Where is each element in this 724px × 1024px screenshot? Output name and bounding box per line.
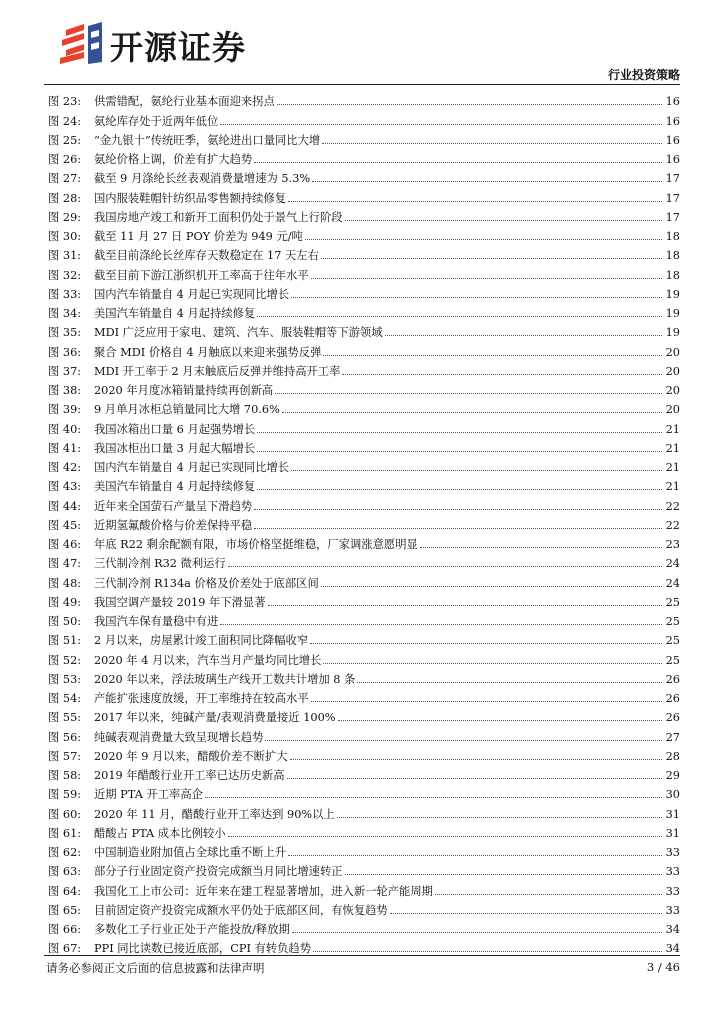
toc-page-number: 20 [665,403,680,417]
toc-figure-title: 氨纶价格上调，价差有扩大趋势 [94,153,253,166]
toc-figure-title: 三代制冷剂 R134a 价格及价差处于底部区间 [94,576,319,590]
toc-entry[interactable] [48,147,680,166]
toc-entry[interactable] [48,513,680,532]
footer-page-number: 3 / 46 [646,960,680,974]
toc-page-number: 22 [665,499,680,513]
toc-entry[interactable] [48,128,680,147]
toc-figure-title: 2020 年 4 月以来，汽车当月产量均同比增长 [94,653,322,667]
toc-figure-label: 图 32: [48,268,82,282]
toc-entry[interactable] [48,262,680,281]
toc-entry[interactable] [48,840,680,859]
toc-dot-leader [420,547,662,548]
toc-dot-leader [277,104,662,105]
toc-figure-label: 图 63: [48,865,82,879]
toc-figure-label: 图 47: [48,557,82,571]
toc-entry[interactable] [48,320,680,339]
toc-dot-leader [323,663,662,664]
toc-figure-label: 图 33: [48,287,82,301]
toc-page-number: 16 [665,153,680,166]
toc-figure-title: 截至 9 月涤纶长丝表观消费量增速为 5.3% [94,172,311,186]
toc-entry[interactable] [48,936,680,955]
toc-figure-label: 图 45: [48,518,82,532]
toc-dot-leader [338,720,663,721]
toc-page-number: 34 [665,923,680,936]
toc-figure-title: 2019 年醋酸行业开工率已达历史新高 [94,769,285,782]
toc-figure-label: 图 48: [48,576,82,590]
toc-page-number: 25 [665,595,680,609]
toc-dot-leader [282,412,662,413]
toc-dot-leader [337,817,662,818]
toc-page-number: 22 [665,518,680,532]
toc-figure-label: 图 44: [48,499,82,513]
toc-dot-leader [228,566,662,567]
toc-page-number: 29 [665,769,680,782]
toc-dot-leader [288,855,662,856]
toc-figure-label: 图 60: [48,807,82,821]
toc-entry[interactable] [48,89,680,108]
toc-figure-title: 近期氢氟酸价格与价差保持平稳 [94,518,253,532]
toc-dot-leader [322,143,662,144]
toc-page-number: 25 [665,653,680,667]
toc-entry[interactable] [48,474,680,493]
toc-page-number: 28 [665,749,680,763]
toc-dot-leader [257,316,662,317]
toc-entry[interactable] [48,570,680,589]
toc-dot-leader [254,528,662,529]
toc-entry[interactable] [48,185,680,204]
toc-entry[interactable] [48,436,680,455]
toc-figure-title: 近年来全国萤石产量呈下滑趋势 [94,499,253,513]
toc-figure-title: 多数化工子行业正处于产能投放/释放期 [94,923,290,936]
toc-dot-leader [257,432,662,433]
toc-figure-label: 图 34: [48,307,82,320]
toc-page-number: 24 [665,576,680,590]
toc-figure-label: 图 52: [48,653,82,667]
toc-entry[interactable] [48,647,680,666]
toc-page-number: 30 [665,788,680,802]
toc-dot-leader [345,874,662,875]
toc-entry[interactable] [48,359,680,378]
toc-entry[interactable] [48,782,680,801]
toc-page-number: 27 [665,730,680,744]
toc-dot-leader [323,355,662,356]
toc-figure-title: 我国冰柜出口量 3 月起大幅增长 [94,441,256,455]
toc-page-number: 18 [665,268,680,282]
toc-entry[interactable] [48,243,680,262]
toc-figure-label: 图 62: [48,846,82,859]
toc-figure-label: 图 28: [48,191,82,205]
toc-entry[interactable] [48,224,680,243]
toc-figure-title: MDI 广泛应用于家电、建筑、汽车、服装鞋帽等下游领域 [94,326,383,340]
toc-figure-label: 图 36: [48,345,82,359]
toc-entry[interactable] [48,455,680,474]
toc-dot-leader [220,124,662,125]
toc-figure-label: 图 46: [48,538,82,551]
toc-dot-leader [254,509,662,510]
toc-figure-label: 图 59: [48,788,82,802]
toc-entry[interactable] [48,878,680,897]
page-header [0,0,724,82]
toc-dot-leader [257,489,662,490]
toc-figure-label: 图 51: [48,634,82,648]
toc-dot-leader [435,894,662,895]
toc-figure-title: 近期 PTA 开工率高企 [94,788,203,802]
toc-page-number: 21 [665,480,680,494]
toc-figure-label: 图 54: [48,692,82,705]
toc-entry[interactable] [48,301,680,320]
toc-figure-title: 国内汽车销量自 4 月起已实现同比增长 [94,287,290,301]
toc-figure-title: 中国制造业附加值占全球比重不断上升 [94,846,287,859]
toc-figure-label: 图 39: [48,403,82,417]
toc-figure-title: 纯碱表观消费量大致呈现增长趋势 [94,730,264,744]
toc-figure-title: 聚合 MDI 价格自 4 月触底以来迎来强势反弹 [94,345,322,359]
toc-entry[interactable] [48,821,680,840]
toc-page-number: 19 [665,326,680,340]
toc-figure-label: 图 29: [48,210,82,224]
toc-dot-leader [311,278,662,279]
toc-dot-leader [321,586,662,587]
toc-figure-title: 美国汽车销量自 4 月起持续修复 [94,307,256,320]
toc-figure-label: 图 56: [48,730,82,744]
toc-dot-leader [275,393,662,394]
toc-page-number: 16 [665,95,680,109]
toc-figure-title: 截至 11 月 27 日 POY 价差为 949 元/吨 [94,230,303,243]
toc-figure-title: 年底 R22 剩余配额有限，市场价格坚挺维稳，厂家调涨意愿明显 [94,538,418,551]
toc-entry[interactable] [48,339,680,358]
toc-entry[interactable] [48,859,680,878]
toc-entry[interactable] [48,763,680,782]
toc-page-number: 24 [665,557,680,571]
toc-figure-label: 图 40: [48,422,82,436]
toc-figure-title: 目前固定资产投资完成额水平仍处于底部区间，有恢复趋势 [94,903,388,917]
toc-figure-title: 供需错配，氨纶行业基本面迎来拐点 [94,95,275,109]
toc-dot-leader [287,778,663,779]
toc-page-number: 25 [665,615,680,628]
toc-dot-leader [311,701,662,702]
toc-figure-title: 国内汽车销量自 4 月起已实现同比增长 [94,461,290,474]
toc-page-number: 17 [665,210,680,224]
toc-page-number: 21 [665,461,680,474]
toc-entry[interactable] [48,416,680,435]
toc-figure-label: 图 55: [48,711,82,725]
toc-dot-leader [291,470,662,471]
toc-entry[interactable] [48,628,680,647]
toc-page-number: 19 [665,287,680,301]
toc-figure-label: 图 65: [48,903,82,917]
brand-name: 开源证券 [110,28,246,67]
kaiyuan-logo-icon [58,22,104,64]
toc-figure-label: 图 43: [48,480,82,494]
footer-disclaimer: 请务必参阅正文后面的信息披露和法律声明 [46,961,265,975]
toc-dot-leader [291,297,662,298]
toc-figure-title: PPI 同比读数已接近底部，CPI 有转负趋势 [94,942,312,956]
toc-page-number: 18 [665,249,680,263]
toc-entry[interactable] [48,551,680,570]
toc-page-number: 26 [665,692,680,705]
toc-figure-title: 2020 年以来，浮法玻璃生产线开工数共计增加 8 条 [94,672,356,686]
toc-page-number: 17 [665,191,680,205]
toc-entry[interactable] [48,590,680,609]
toc-page-number: 31 [665,826,680,840]
toc-entry[interactable] [48,397,680,416]
toc-figure-label: 图 24: [48,114,82,128]
toc-dot-leader [292,932,662,933]
figure-index-list [48,89,680,955]
toc-dot-leader [313,951,662,952]
toc-dot-leader [342,374,662,375]
toc-figure-title: 2020 年月度冰箱销量持续再创新高 [94,384,274,397]
toc-figure-label: 图 42: [48,461,82,474]
report-section-tag: 行业投资策略 [607,68,680,82]
toc-dot-leader [385,335,662,336]
toc-page-number: 20 [665,384,680,397]
toc-dot-leader [310,643,662,644]
toc-figure-title: 2020 年 11 月，醋酸行业开工率达到 90%以上 [94,807,335,821]
toc-figure-title: 截至目前下游江浙织机开工率高于往年水平 [94,268,309,282]
toc-figure-title: 2020 年 9 月以来，醋酸价差不断扩大 [94,749,288,763]
toc-figure-label: 图 23: [48,95,82,109]
toc-page-number: 31 [665,807,680,821]
toc-figure-title: 我国化工上市公司：近年来在建工程显著增加，进入新一轮产能周期 [94,884,433,898]
toc-page-number: 21 [665,441,680,455]
toc-figure-label: 图 49: [48,595,82,609]
toc-figure-label: 图 67: [48,942,82,956]
toc-page-number: 17 [665,172,680,186]
toc-entry[interactable] [48,205,680,224]
toc-entry[interactable] [48,801,680,820]
toc-dot-leader [268,605,663,606]
toc-dot-leader [321,258,662,259]
toc-figure-title: 部分子行业固定资产投资完成额当月同比增速转正 [94,865,343,879]
toc-dot-leader [205,797,662,798]
toc-entry[interactable] [48,108,680,127]
toc-entry[interactable] [48,493,680,512]
toc-entry[interactable] [48,166,680,185]
toc-entry[interactable] [48,609,680,628]
toc-figure-label: 图 41: [48,441,82,455]
toc-dot-leader [265,740,662,741]
toc-dot-leader [288,201,662,202]
toc-page-number: 26 [665,711,680,725]
toc-figure-label: 图 27: [48,172,82,186]
toc-figure-label: 图 35: [48,326,82,340]
toc-figure-label: 图 53: [48,672,82,686]
toc-page-number: 33 [665,846,680,859]
toc-figure-label: 图 50: [48,615,82,628]
toc-entry[interactable] [48,917,680,936]
toc-page-number: 21 [665,422,680,436]
toc-figure-title: 2 月以来，房屋累计竣工面积同比降幅收窄 [94,634,309,648]
footer-divider [44,955,680,956]
toc-entry[interactable] [48,378,680,397]
toc-page-number: 33 [665,884,680,898]
toc-entry[interactable] [48,667,680,686]
toc-figure-label: 图 58: [48,769,82,782]
toc-page-number: 33 [665,903,680,917]
toc-figure-label: 图 61: [48,826,82,840]
toc-page-number: 19 [665,307,680,320]
toc-figure-title: MDI 开工率于 2 月末触底后反弹并维持高开工率 [94,364,341,378]
header-divider [44,84,680,85]
toc-figure-title: 美国汽车销量自 4 月起持续修复 [94,480,256,494]
toc-entry[interactable] [48,532,680,551]
toc-dot-leader [254,162,662,163]
toc-figure-label: 图 57: [48,749,82,763]
toc-entry[interactable] [48,282,680,301]
toc-dot-leader [390,913,662,914]
toc-figure-title: 产能扩张速度放缓，开工率维持在较高水平 [94,692,309,705]
toc-figure-label: 图 64: [48,884,82,898]
toc-figure-label: 图 31: [48,249,82,263]
toc-dot-leader [345,220,662,221]
toc-figure-label: 图 66: [48,923,82,936]
toc-entry[interactable] [48,898,680,917]
toc-page-number: 33 [665,865,680,879]
toc-figure-title: 我国房地产竣工和新开工面积仍处于景气上行阶段 [94,210,343,224]
toc-figure-title: 2017 年以来，纯碱产量/表观消费量接近 100% [94,711,336,725]
toc-figure-label: 图 25: [48,133,82,147]
toc-dot-leader [220,624,662,625]
toc-dot-leader [228,836,662,837]
toc-dot-leader [357,682,662,683]
toc-dot-leader [305,239,662,240]
toc-page-number: 23 [665,538,680,551]
toc-page-number: 26 [665,672,680,686]
toc-page-number: 18 [665,230,680,243]
toc-dot-leader [257,451,662,452]
toc-figure-title: 氨纶库存处于近两年低位 [94,114,219,128]
toc-figure-title: 醋酸占 PTA 成本比例较小 [94,826,226,840]
toc-figure-title: 国内服装鞋帽针纺织品零售额持续修复 [94,191,287,205]
toc-figure-label: 图 26: [48,153,82,166]
toc-figure-title: 9 月单月冰柜总销量同比大增 70.6% [94,403,280,417]
toc-figure-label: 图 37: [48,364,82,378]
toc-figure-label: 图 30: [48,230,82,243]
toc-entry[interactable] [48,705,680,724]
toc-page-number: 34 [665,942,680,956]
toc-entry[interactable] [48,686,680,705]
toc-figure-title: 我国冰箱出口量 6 月起强势增长 [94,422,256,436]
toc-figure-title: 截至目前涤纶长丝库存天数稳定在 17 天左右 [94,249,319,263]
toc-figure-label: 图 38: [48,384,82,397]
toc-entry[interactable] [48,724,680,743]
toc-figure-title: “金九银十”传统旺季，氨纶进出口量同比大增 [94,133,321,147]
toc-figure-title: 我国汽车保有量稳中有进 [94,615,219,628]
toc-figure-title: 我国空调产量较 2019 年下滑显著 [94,595,266,609]
toc-dot-leader [312,181,662,182]
toc-dot-leader [290,759,662,760]
toc-page-number: 20 [665,364,680,378]
toc-page-number: 16 [665,133,680,147]
toc-page-number: 16 [665,114,680,128]
toc-entry[interactable] [48,744,680,763]
toc-page-number: 20 [665,345,680,359]
toc-figure-title: 三代制冷剂 R32 微利运行 [94,557,226,571]
toc-page-number: 25 [665,634,680,648]
